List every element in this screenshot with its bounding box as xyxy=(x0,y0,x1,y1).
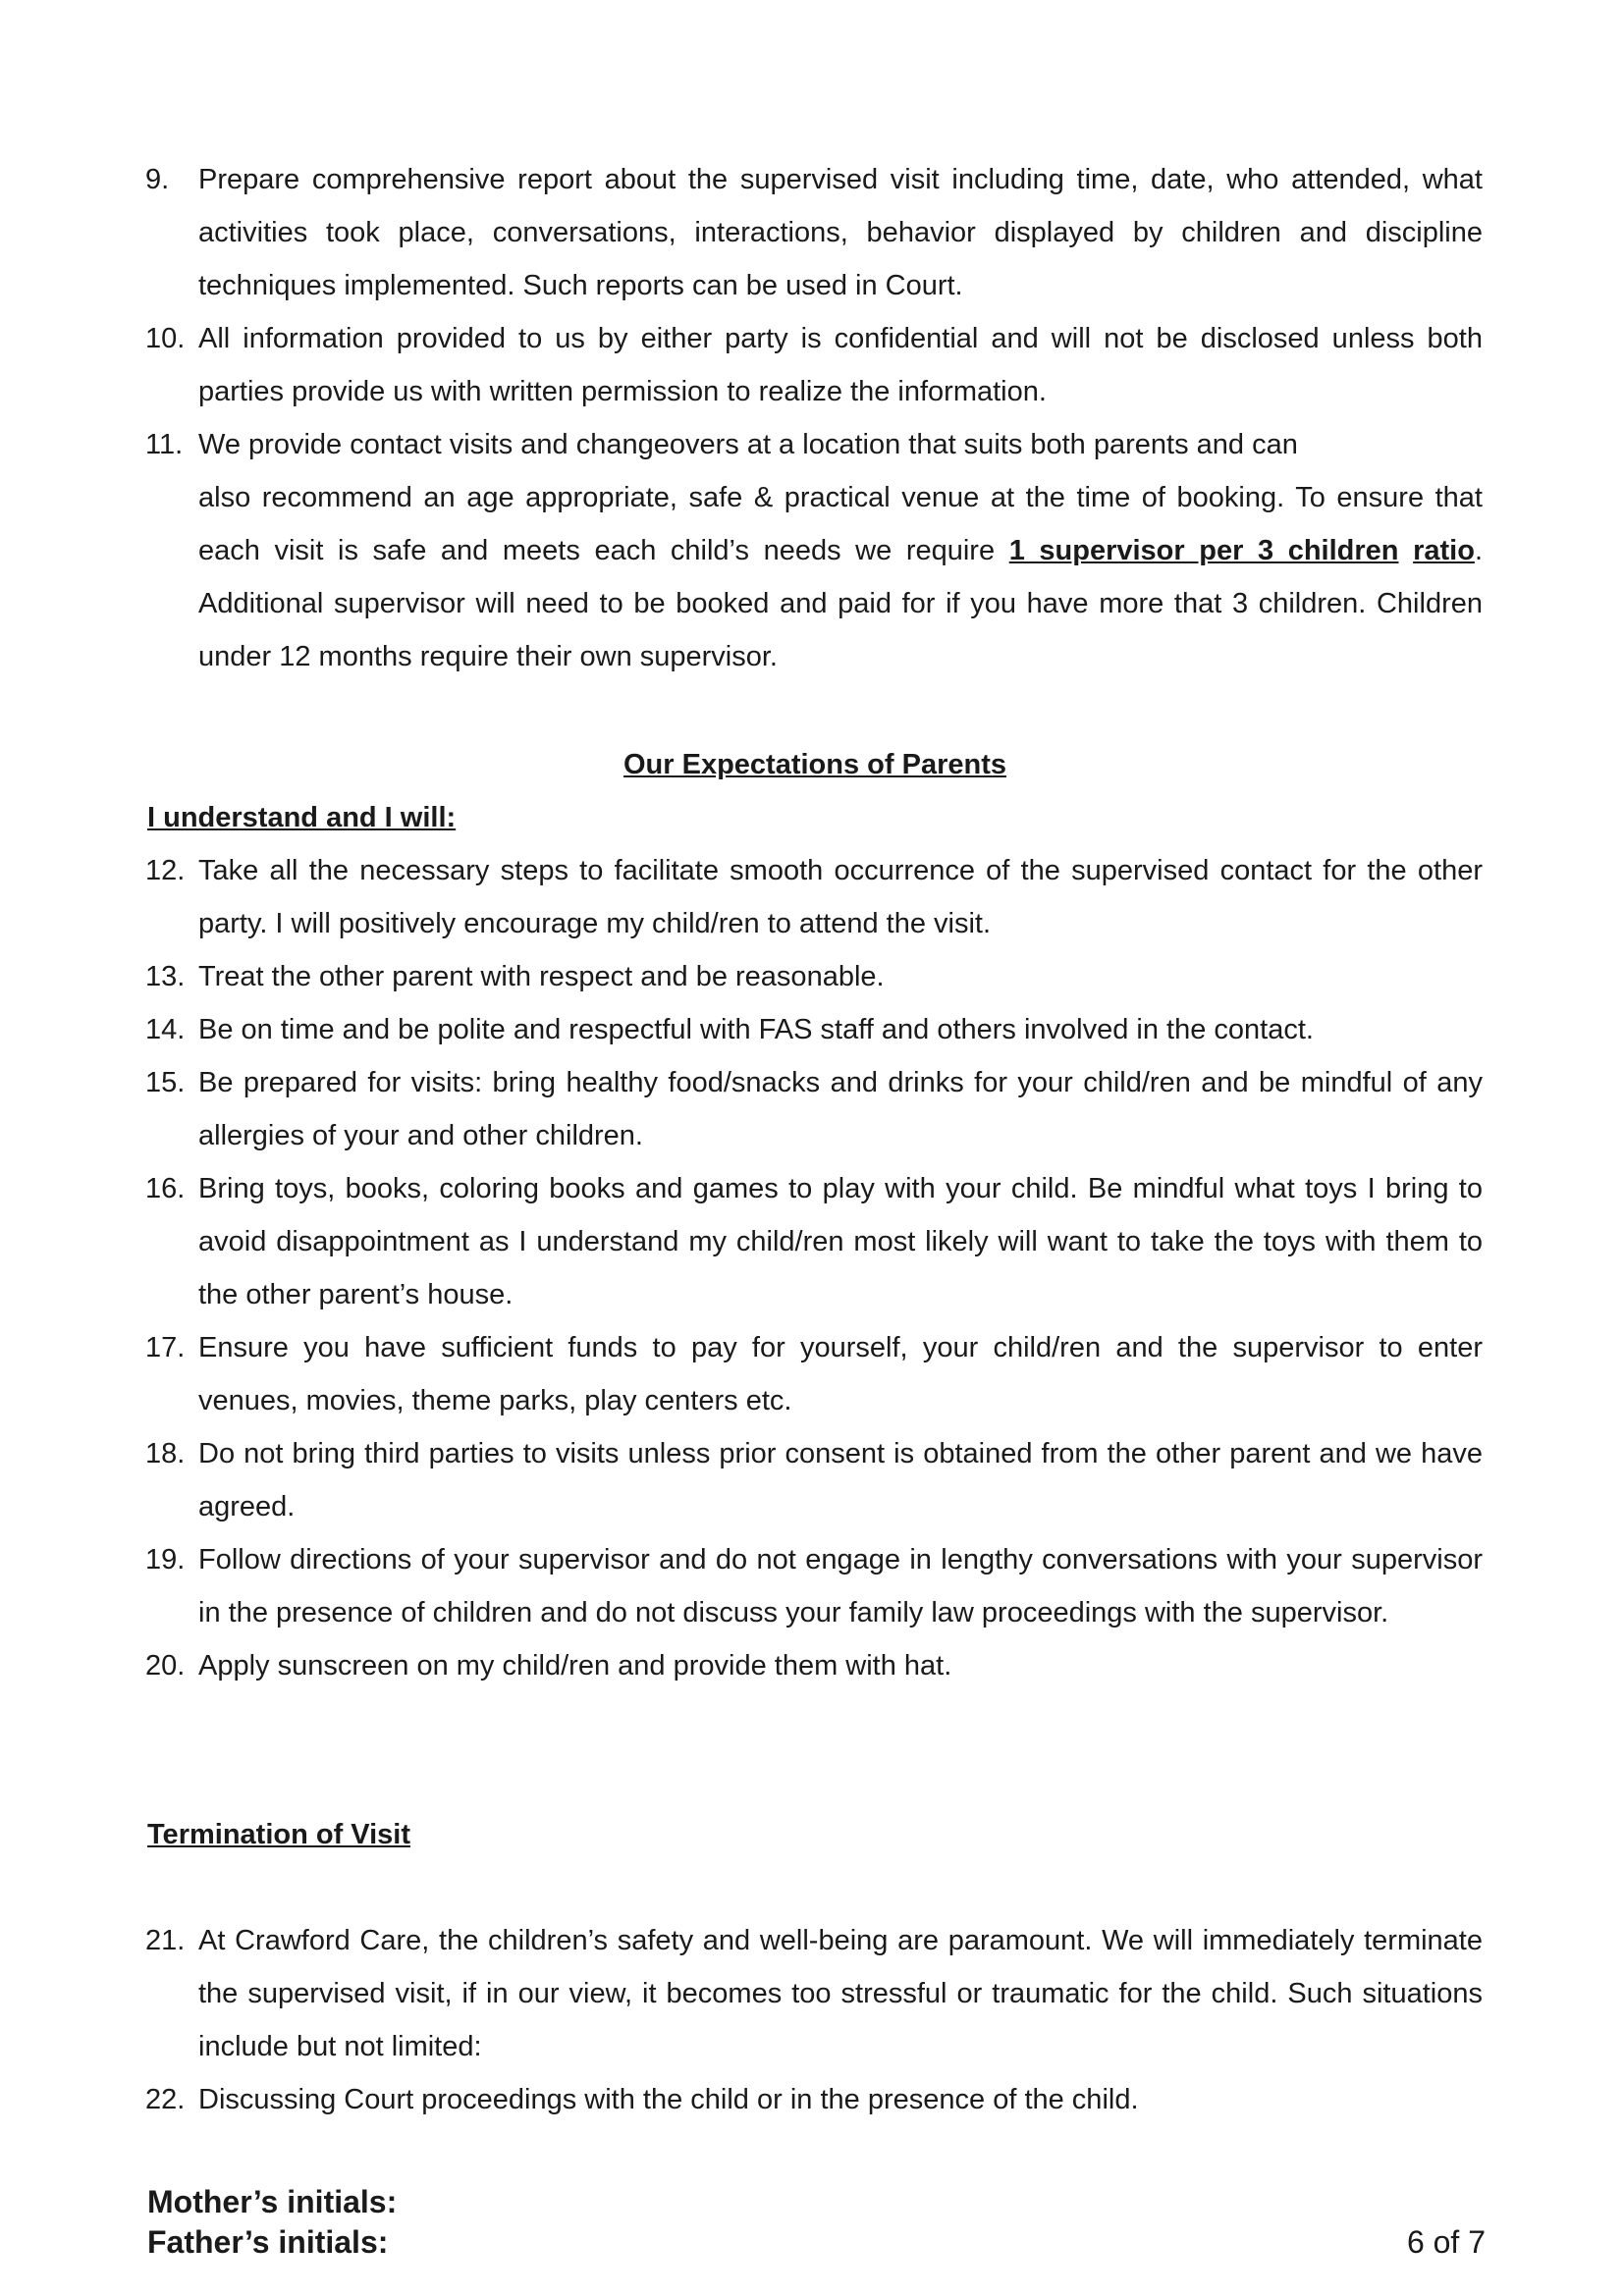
section-heading: Our Expectations of Parents xyxy=(623,749,1006,780)
list-item xyxy=(147,950,1483,1003)
item-number: 17. xyxy=(145,1332,186,1363)
item-number: 12. xyxy=(145,855,186,886)
list-item xyxy=(147,1533,1483,1639)
item-number: 14. xyxy=(145,1014,186,1045)
expectations-section xyxy=(147,738,1483,1692)
item-text: Bring toys, books, coloring books and games to play with your child. Be mindful what toys I bring to avoid disappointment as I understand my child/ren most likely will want to take the toys with them to the other parent’s house. xyxy=(198,1173,1483,1310)
termination-section xyxy=(147,1808,1483,1861)
item-number: 15. xyxy=(145,1067,186,1098)
item-text: . Additional supervisor will need to be booked and paid for if you have more that 3 children. Children under 12 months require their own supervisor. xyxy=(198,535,1483,672)
item-text: Ensure you have sufficient funds to pay for yourself, your child/ren and the supervisor to enter venues, movies, theme parks, play centers etc. xyxy=(198,1332,1483,1416)
item-text: also recommend an age appropriate, safe & practical venue at the time of booking. To ensure that each visit is safe and meets each child’s needs we require xyxy=(198,482,1483,566)
item-number: 19. xyxy=(145,1544,186,1575)
list-item xyxy=(147,1056,1483,1162)
list-item xyxy=(147,1914,1483,2073)
item-number: 13. xyxy=(145,961,186,992)
page-number: 6 of 7 xyxy=(1406,2224,1486,2260)
item-text-continued xyxy=(198,471,1483,683)
item-number: 10. xyxy=(145,323,186,354)
list-item xyxy=(147,2073,1483,2126)
list-item xyxy=(147,418,1483,683)
item-text: All information provided to us by either party is confidential and will not be disclosed unless both parties provide us with written permission to realize the information. xyxy=(198,323,1483,407)
item-text: Do not bring third parties to visits unless prior consent is obtained from the other parent and we have agreed. xyxy=(198,1438,1483,1522)
father-initials-label: Father’s initials: xyxy=(147,2224,389,2260)
list-item xyxy=(147,312,1483,418)
item-text: Take all the necessary steps to facilitate smooth occurrence of the supervised contact for the other party. I will positively encourage my child/ren to attend the visit. xyxy=(198,855,1483,939)
list-item xyxy=(147,1321,1483,1427)
item-text: At Crawford Care, the children’s safety and well-being are paramount. We will immediately terminate the supervised visit, if in our view, it becomes too stressful or traumatic for the child. Such situations include but not limited: xyxy=(198,1925,1483,2062)
list-item xyxy=(147,1003,1483,1056)
list-item xyxy=(147,844,1483,950)
item-number: 11. xyxy=(145,429,184,460)
termination-list xyxy=(147,1914,1483,2126)
item-text: Apply sunscreen on my child/ren and provide them with hat. xyxy=(198,1650,952,1682)
item-number: 16. xyxy=(145,1173,186,1204)
item-text: Treat the other parent with respect and be reasonable. xyxy=(198,961,885,992)
ratio-word: ratio xyxy=(1413,535,1475,566)
section-heading: Termination of Visit xyxy=(147,1819,411,1850)
section-subheading: I understand and I will: xyxy=(147,802,457,833)
services-list xyxy=(147,153,1483,683)
list-item xyxy=(147,1162,1483,1321)
item-text: Prepare comprehensive report about the supervised visit including time, date, who attended, what activities took place, conversations, interactions, behavior displayed by children and discipline techniques implemented. Such reports can be used in Court. xyxy=(198,164,1483,301)
item-text: Discussing Court proceedings with the child or in the presence of the child. xyxy=(198,2084,1139,2115)
item-number: 9. xyxy=(145,164,170,195)
item-number: 18. xyxy=(145,1438,186,1469)
item-number: 21. xyxy=(145,1925,186,1956)
list-item xyxy=(147,153,1483,312)
item-text: Be on time and be polite and respectful with FAS staff and others involved in the contact. xyxy=(198,1014,1314,1045)
item-number: 20. xyxy=(145,1650,186,1682)
list-item xyxy=(147,1427,1483,1533)
item-number: 22. xyxy=(145,2084,186,2115)
ratio-emphasis: 1 supervisor per 3 children xyxy=(1008,535,1399,566)
list-item xyxy=(147,1639,1483,1692)
item-text: Be prepared for visits: bring healthy food/snacks and drinks for your child/ren and be mindful of any allergies of your and other children. xyxy=(198,1067,1483,1151)
item-text: Follow directions of your supervisor and do not engage in lengthy conversations with your supervisor in the presence of children and do not discuss your family law proceedings with the supervisor. xyxy=(198,1544,1483,1629)
mother-initials-label: Mother’s initials: xyxy=(147,2184,398,2219)
item-text: We provide contact visits and changeovers at a location that suits both parents and can xyxy=(198,429,1298,460)
